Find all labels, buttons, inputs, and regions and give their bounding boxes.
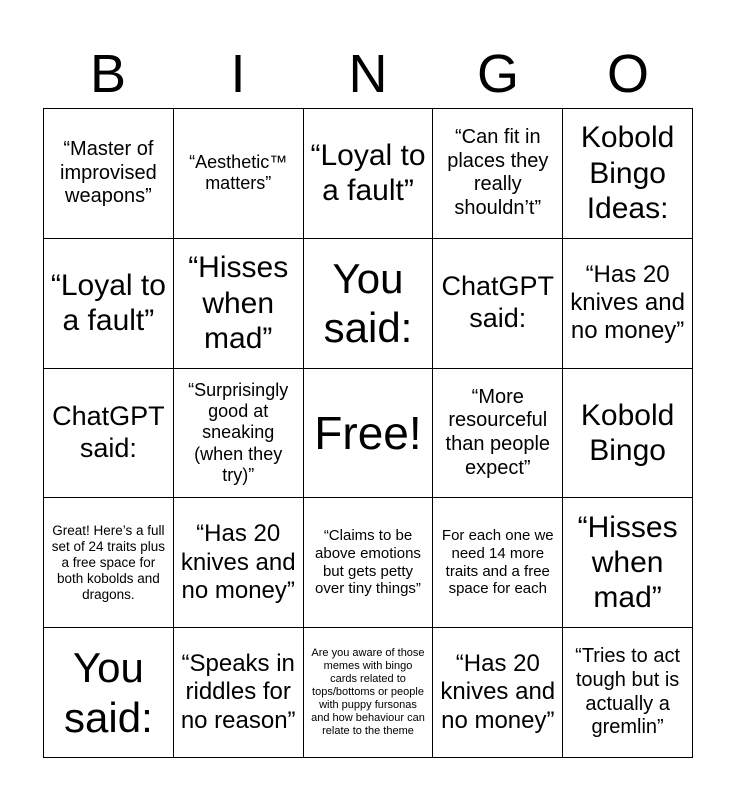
- cell-text: “Aesthetic™ matters”: [189, 152, 288, 194]
- cell-text: “Has 20 knives and no money”: [440, 650, 556, 734]
- bingo-cell[interactable]: [44, 239, 174, 369]
- cell-text: “Has 20 knives and no money”: [180, 520, 296, 604]
- bingo-cell[interactable]: [44, 498, 174, 628]
- header-letter-g: G: [476, 44, 519, 104]
- bingo-cell[interactable]: [304, 109, 434, 239]
- free-space-text: Free!: [314, 406, 422, 459]
- cell-text: Great! Here’s a full set of 24 traits plus a free space for both kobolds and dragons.: [51, 522, 166, 602]
- bingo-cell[interactable]: [174, 628, 304, 758]
- bingo-cell[interactable]: [304, 498, 434, 628]
- bingo-cell[interactable]: [44, 369, 174, 499]
- bingo-cell[interactable]: [433, 369, 563, 499]
- header-letter-o: O: [606, 44, 649, 104]
- cell-text: “Has 20 knives and no money”: [570, 260, 685, 345]
- cell-text: “Surprisingly good at sneaking (when they try)”: [188, 379, 289, 485]
- bingo-cell[interactable]: [174, 239, 304, 369]
- bingo-grid: [43, 108, 693, 758]
- bingo-cell[interactable]: [433, 628, 563, 758]
- cell-text: “Can fit in places they really shouldn’t”: [447, 126, 549, 219]
- bingo-cell[interactable]: [174, 109, 304, 239]
- bingo-cell[interactable]: [563, 109, 693, 239]
- bingo-cell[interactable]: [174, 498, 304, 628]
- bingo-cell[interactable]: [433, 239, 563, 369]
- cell-text: Kobold Bingo Ideas:: [580, 121, 675, 226]
- cell-text: “Speaks in riddles for no reason”: [180, 650, 296, 734]
- cell-text: ChatGPT said:: [52, 401, 165, 463]
- bingo-cell[interactable]: [304, 239, 434, 369]
- cell-text: ChatGPT said:: [441, 271, 555, 334]
- bingo-cell[interactable]: [304, 628, 434, 758]
- bingo-cell[interactable]: [174, 369, 304, 499]
- header-letter-i: I: [230, 44, 246, 104]
- cell-text: Are you aware of those memes with bingo cards related to tops/bottoms or people with puppy fursonas and how behaviour can relate to the theme: [311, 647, 425, 738]
- cell-text: “Loyal to a fault”: [310, 139, 426, 208]
- cell-text: “More resourceful than people expect”: [445, 385, 551, 479]
- cell-text: “Hisses when mad”: [188, 251, 289, 355]
- bingo-cell[interactable]: [563, 369, 693, 499]
- cell-text: “Loyal to a fault”: [50, 268, 166, 338]
- cell-text: “Master of improvised weapons”: [60, 138, 157, 208]
- bingo-cell[interactable]: [44, 628, 174, 758]
- cell-text: For each one we need 14 more traits and a free space for each: [441, 527, 554, 598]
- cell-text: “Claims to be above emotions but gets petty over tiny things”: [315, 527, 421, 598]
- bingo-cell[interactable]: [563, 628, 693, 758]
- bingo-cell[interactable]: [44, 109, 174, 239]
- header-letter-n: N: [348, 44, 388, 104]
- bingo-cell[interactable]: [563, 239, 693, 369]
- header-letter-b: B: [89, 44, 127, 104]
- cell-text: “Hisses when mad”: [577, 510, 678, 615]
- cell-text: “Tries to act tough but is actually a gremlin”: [575, 645, 681, 739]
- free-space-cell[interactable]: [304, 369, 434, 499]
- bingo-cell[interactable]: [433, 109, 563, 239]
- bingo-cell[interactable]: [433, 498, 563, 628]
- cell-text: You said:: [323, 254, 413, 352]
- bingo-header: [43, 38, 693, 110]
- cell-text: You said:: [64, 644, 153, 741]
- bingo-cell[interactable]: [563, 498, 693, 628]
- cell-text: Kobold Bingo: [580, 398, 675, 467]
